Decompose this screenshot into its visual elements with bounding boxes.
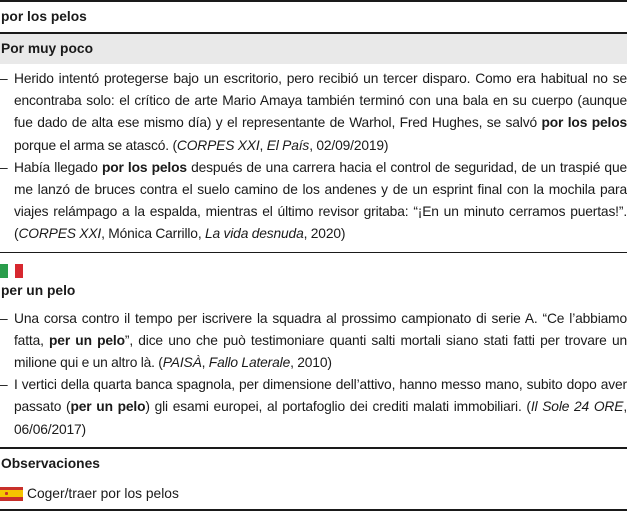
example-text: , 2010) [290, 355, 332, 371]
example-text: , [201, 355, 209, 371]
example-text: Herido intentó protegerse bajo un escritorio, pero recibió un tercer disparo. Como era habitual no se encontraba solo: el crítico de arte Mario Amaya también terminó con una bala en su cuerpo (aunque fue dado de alta ese mismo día) y el representante de Warhol, Fred Hughes, se salvó [14, 71, 627, 131]
term-it: per un pelo [1, 282, 76, 298]
dash-bullet: – [0, 159, 8, 175]
example-text: ”, dice uno che può testimoniare quanti salti mortali siano stati fatti per trovare un milione qui e un altro là. ( [14, 332, 627, 371]
source-title: CORPES XXI [18, 226, 102, 242]
example-text: , Mónica Carrillo, [101, 226, 205, 242]
example-text: , 06/06/2017) [14, 399, 627, 437]
example-item [0, 68, 627, 157]
highlighted-term: per un pelo [49, 332, 125, 348]
example-item [0, 157, 627, 246]
source-title: La vida desnuda [204, 226, 304, 242]
example-text: después de una carrera hacia el control de seguridad, de un traspié que me lanzó de bruces contra el suelo camino de los andenes y de un esprint final con la mochila para viajes relámpago a la espalda, mientras el último revisor gritaba: “¡En un minuto cerramos puertas!”. ( [14, 159, 627, 242]
meaning-es: Por muy poco [0, 34, 627, 64]
term-es: por los pelos [1, 9, 87, 24]
dash-bullet: – [0, 71, 8, 86]
examples-it [0, 304, 627, 447]
example-text: , 02/09/2019) [309, 137, 389, 153]
source-title: El País [266, 137, 310, 153]
source-title: Fallo Laterale [208, 355, 291, 371]
example-text: Una corsa contro il tempo per iscrivere la squadra al prossimo campionato di serie A. “Ce l’abbiamo fatta, [14, 310, 627, 348]
highlighted-term: per un pelo [70, 399, 146, 415]
example-text: , [259, 137, 267, 153]
example-text: ) gli esami europei, al portafoglio dei crediti malati immobiliari. ( [145, 399, 531, 415]
example-text: porque el arma se atascó. ( [14, 137, 177, 153]
highlighted-term: por los pelos [101, 159, 187, 175]
highlighted-term: por los pelos [541, 115, 627, 131]
example-item [0, 308, 627, 375]
example-text: Había llegado [14, 159, 102, 175]
observation-text: Coger/traer por los pelos [27, 486, 179, 502]
source-title: PAISÀ [162, 355, 202, 371]
observation-item [0, 479, 627, 509]
source-title: Il Sole 24 ORE [530, 399, 624, 415]
dash-bullet: – [0, 377, 8, 393]
dash-bullet: – [0, 310, 8, 326]
observations-title: Observaciones [1, 455, 100, 471]
section-rule [0, 252, 627, 253]
examples-es [0, 64, 627, 252]
example-text: I vertici della quarta banca spagnola, per dimensione dell’attivo, hanno messo mano, subito dopo aver passato ( [14, 377, 627, 415]
example-text: , 2020) [303, 226, 346, 242]
example-item [0, 374, 627, 441]
italy-flag-icon [0, 264, 23, 278]
source-title: CORPES XXI [176, 137, 260, 153]
